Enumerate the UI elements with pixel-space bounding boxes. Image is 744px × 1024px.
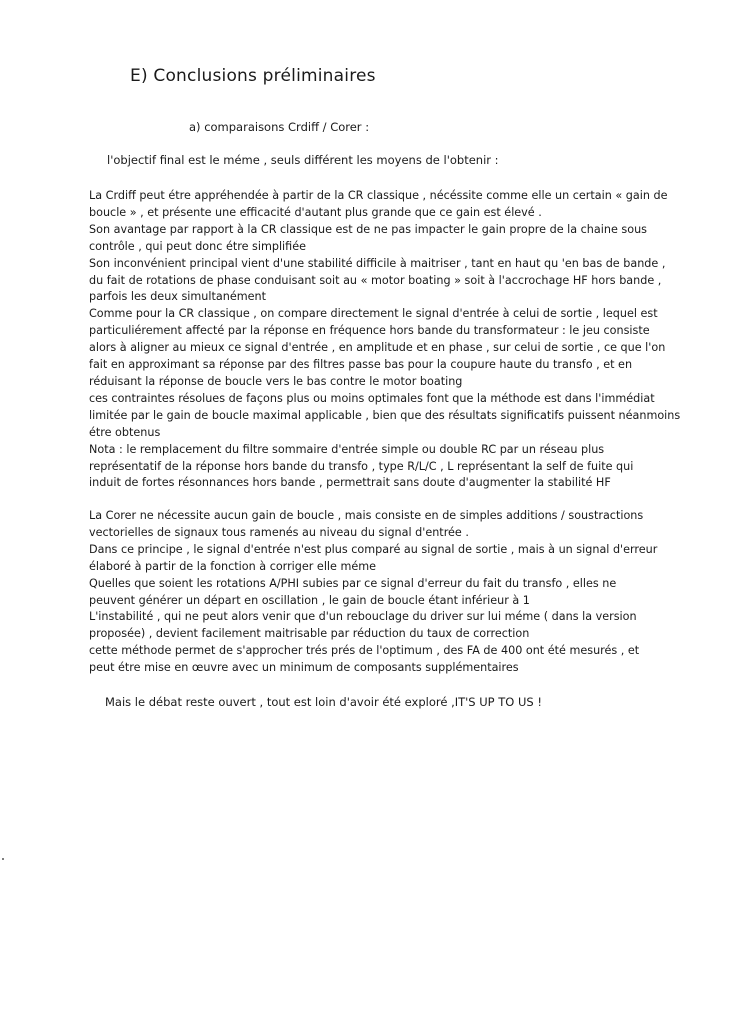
text-line: élaboré à partir de la fonction à corriger elle méme: [89, 559, 377, 573]
text-line: Son avantage par rapport à la CR classique est de ne pas impacter le gain propre de la chaine sous: [89, 222, 647, 236]
text-line: Dans ce principe , le signal d'entrée n'est plus comparé au signal de sortie , mais à un signal d'erreur: [89, 542, 658, 556]
text-line: L'instabilité , qui ne peut alors venir que d'un rebouclage du driver sur lui méme ( dans la version: [89, 610, 637, 624]
text-line: La Corer ne nécessite aucun gain de boucle , mais consiste en de simples additions / soustractions: [89, 509, 644, 522]
text-line: boucle » , et présente une efficacité d'autant plus grande que ce gain est élevé .: [89, 205, 542, 219]
text-line: étre obtenus: [89, 425, 161, 439]
text-line: représentatif de la réponse hors bande du transfo , type R/L/C , L représentant la self de fuite qui: [89, 459, 634, 473]
text-line: proposée) , devient facilement maitrisable par réduction du taux de correction: [89, 627, 530, 641]
text-line: limitée par le gain de boucle maximal applicable , bien que des résultats significatifs puissent néanmoins: [89, 408, 681, 422]
text-line: Son inconvénient principal vient d'une stabilité difficile à maitriser , tant en haut qu 'en bas de bande ,: [89, 256, 666, 270]
text-line: particuliérement affecté par la réponse en fréquence hors bande du transformateur : le jeu consiste: [89, 324, 650, 338]
text-line: La Crdiff peut étre appréhendée à partir de la CR classique , nécéssite comme elle un certain « gain de: [89, 189, 668, 202]
text-line: alors à aligner au mieux ce signal d'entrée , en amplitude et en phase , sur celui de sortie , ce que l'on: [89, 341, 666, 355]
intro-line: l'objectif final est le méme , seuls différent les moyens de l'obtenir :: [107, 153, 499, 167]
text-line: Quelles que soient les rotations A/PHI subies par ce signal d'erreur du fait du transfo , elles ne: [89, 576, 617, 590]
text-line: Nota : le remplacement du filtre sommaire d'entrée simple ou double RC par un réseau plus: [89, 442, 605, 456]
section-title: E) Conclusions préliminaires: [130, 66, 376, 86]
scan-artifact: [2, 858, 4, 860]
text-line: induit de fortes résonnances hors bande , permettrait sans doute d'augmenter la stabilité HF: [89, 476, 611, 490]
paragraph-corer: [89, 508, 657, 677]
text-line: Comme pour la CR classique , on compare directement le signal d'entrée à celui de sortie , lequel est: [89, 307, 658, 321]
subsection-title: a) comparaisons Crdiff / Corer :: [189, 120, 370, 134]
text-line: cette méthode permet de s'approcher trés prés de l'optimum , des FA de 400 ont été mesurés , et: [89, 644, 640, 658]
text-line: peut étre mise en œuvre avec un minimum de composants supplémentaires: [89, 661, 519, 675]
text-line: vectorielles de signaux tous ramenés au niveau du signal d'entrée .: [89, 525, 469, 539]
paragraph-crdiff: [89, 188, 680, 492]
closing-line: Mais le débat reste ouvert , tout est loin d'avoir été exploré ,IT'S UP TO US !: [105, 695, 542, 709]
text-line: réduisant la réponse de boucle vers le bas contre le motor boating: [89, 374, 463, 388]
text-line: parfois les deux simultanément: [89, 290, 266, 304]
text-line: fait en approximant sa réponse par des filtres passe bas pour la coupure haute du transfo , et en: [89, 358, 633, 372]
text-line: contrôle , qui peut donc étre simplifiée: [89, 239, 306, 253]
text-line: peuvent générer un départ en oscillation , le gain de boucle étant inférieur à 1: [89, 593, 530, 607]
text-line: ces contraintes résolues de façons plus ou moins optimales font que la méthode est dans l'immédiat: [89, 391, 655, 405]
text-line: du fait de rotations de phase conduisant soit au « motor boating » soit à l'accrochage HF hors bande ,: [89, 273, 662, 287]
